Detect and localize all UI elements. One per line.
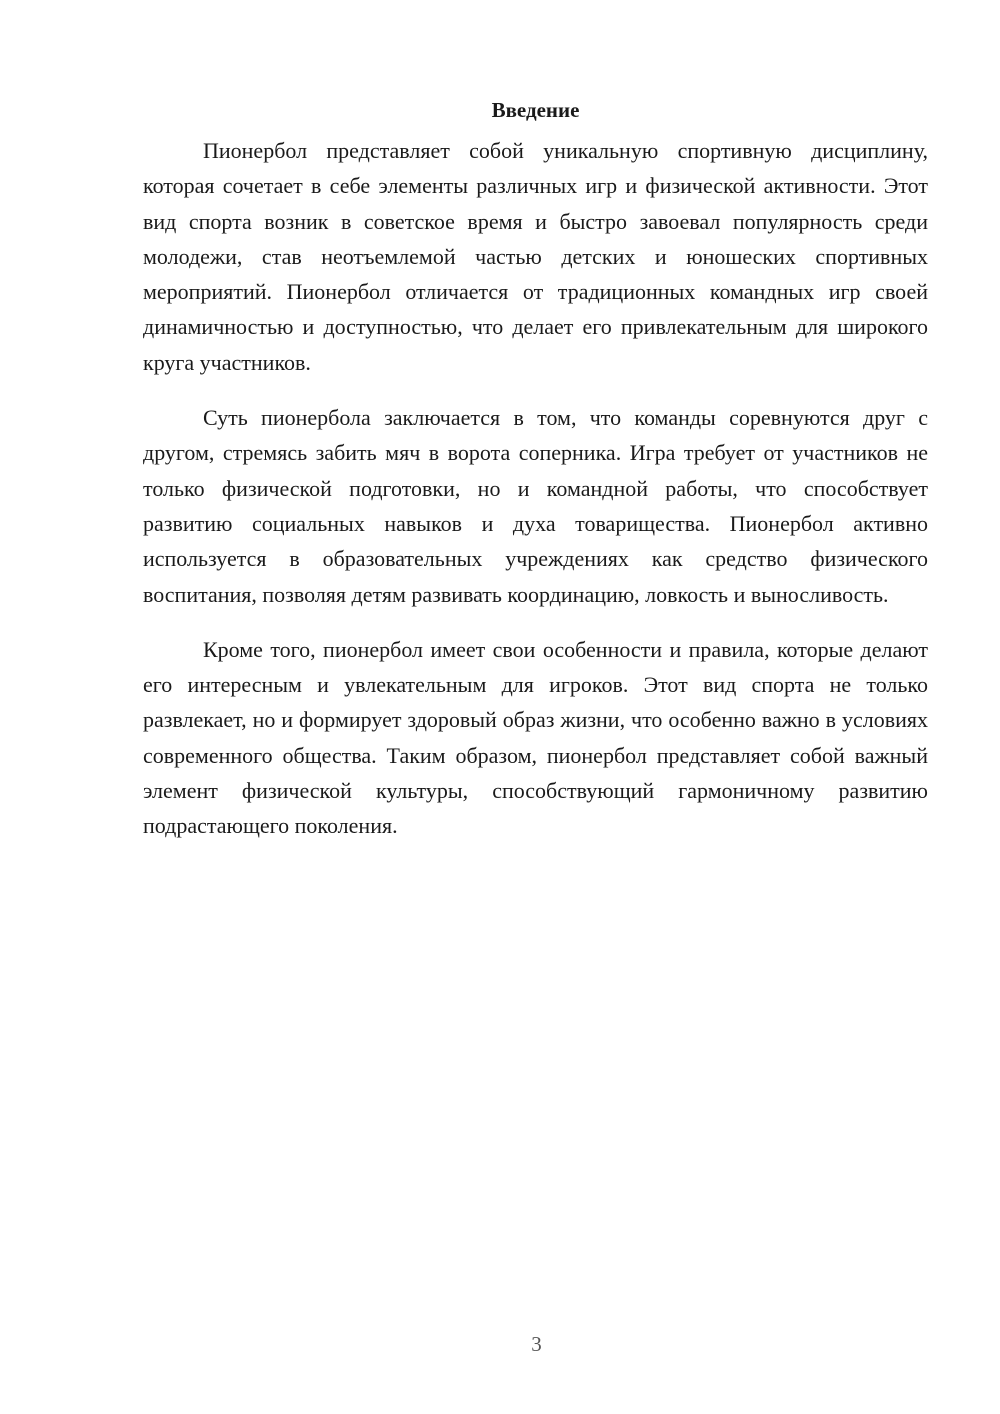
paragraph-1: Пионербол представляет собой уникальную спортивную дисциплину, которая сочетает в себе элементы различных игр и физической активности. Этот вид спорта возник в советское время и быстро завоевал популярность среди молодежи, став неотъемлемой частью детских и юношеских спортивных мероприятий. Пионербол отличается от традиционных командных игр своей динамичностью и доступностью, что делает его привлекательным для широкого круга участников. bbox=[143, 138, 928, 375]
paragraph-3: Кроме того, пионербол имеет свои особенности и правила, которые делают его интересным и увлекательным для игроков. Этот вид спорта не только развлекает, но и формирует здоровый образ жизни, что особенно важно в условиях современного общества. Таким образом, пионербол представляет собой важный элемент физической культуры, способствующий гармоничному развитию подрастающего поколения. bbox=[143, 636, 928, 839]
section-heading: Введение bbox=[491, 98, 580, 122]
paragraph-2: Суть пионербола заключается в том, что команды соревнуются друг с другом, стремясь забить мяч в ворота соперника. Игра требует от участников не только физической подготовки, но и командной работы, что способствует развитию социальных навыков и духа товарищества. Пионербол активно используется в образовательных учреждениях как средство физического воспитания, позволяя детям развивать координацию, ловкость и выносливость. bbox=[143, 405, 928, 607]
page-content bbox=[143, 92, 928, 864]
page-number: 3 bbox=[531, 1332, 542, 1356]
